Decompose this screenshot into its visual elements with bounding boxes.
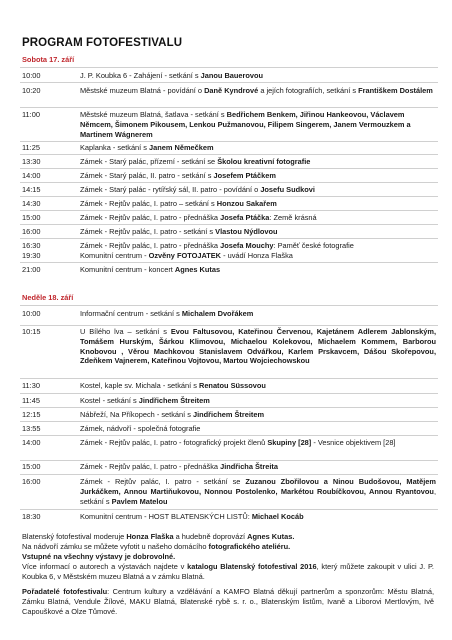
event-description: Kostel, kaple sv. Michala - setkání s Renatou Süssovou: [80, 381, 266, 390]
event-description: Zámek - Starý palác, II. patro - setkání s Josefem Ptáčkem: [80, 171, 276, 180]
event-time: 11:00: [22, 110, 40, 119]
event-description: U Bílého lva – setkání s Evou Faltusovou, Kateřinou Červenou, Kajetánem Adlerem Jablonským, Tomášem Hurským, Šárkou Klimovou, Michaelou Kolekovou, Michaelem Kommem, Barborou Knobovou , Věrou Machkovou Stanislavem Odvářkou, Karlem Prskavcem, Dášou Skořepovou, Zdeňkem Vajnerem, Kateřinou Vojtovou, Martou Wojciechowskou: [80, 327, 436, 366]
event-description: Městské muzeum Blatná - povídání o Daně Kyndrové a jejích fotografiích, setkání s Františkem Dostálem: [80, 86, 433, 95]
event-description: Zámek - Rejtův palác, I. patro - přednáška Josefa Ptáčka: Země krásná: [80, 213, 317, 222]
divider: [20, 182, 438, 183]
event-time: 11:30: [22, 381, 40, 390]
event-description: Zámek, nádvoří - společná fotografie: [80, 424, 201, 433]
divider: [20, 168, 438, 169]
divider: [20, 82, 438, 83]
event-time: 14:15: [22, 185, 41, 194]
event-time: 21:00: [22, 265, 41, 274]
divider: [20, 435, 438, 436]
event-time: 14:00: [22, 438, 41, 447]
event-time: 10:15: [22, 327, 41, 336]
event-description: Kostel - setkání s Jindřichem Štreitem: [80, 396, 210, 405]
event-time: 10:00: [22, 71, 41, 80]
divider: [20, 421, 438, 422]
page-title: PROGRAM FOTOFESTIVALU: [22, 37, 183, 49]
event-time: 14:30: [22, 199, 41, 208]
event-time: 18:30: [22, 512, 41, 521]
note-studio: Na nádvoří zámku se můžete vyfotit u našeho domácího fotografického ateliéru.: [22, 542, 291, 551]
event-time: 13:30: [22, 157, 41, 166]
divider: [20, 262, 438, 263]
divider: [20, 509, 438, 510]
divider: [20, 154, 438, 155]
event-description: Zámek - Rejtův palác, I. patro - fotografický projekt členů Skupiny [28] - Vesnice objektivem [28]: [80, 438, 396, 447]
divider: [20, 238, 438, 239]
event-description: Zámek - Rejtův palác, I. patro - přednáška Jindřicha Štreita: [80, 462, 278, 471]
event-time: 16:00: [22, 227, 41, 236]
event-description: J. P. Koubka 6 - Zahájení - setkání s Janou Bauerovou: [80, 71, 264, 80]
event-description: Nábřeží, Na Příkopech - setkání s Jindřichem Štreitem: [80, 410, 265, 419]
divider: [20, 393, 438, 394]
event-time: 12:15: [22, 410, 41, 419]
event-description: Zámek - Rejtův palác, I. patro - setkání s Vlastou Nýdlovou: [80, 227, 278, 236]
event-time: 16:30: [22, 241, 41, 250]
divider: [20, 224, 438, 225]
divider: [20, 210, 438, 211]
event-time: 10:20: [22, 86, 41, 95]
event-time: 19:30: [22, 251, 41, 260]
event-time: 16:00: [22, 477, 41, 486]
event-description: Zámek - Rejtův palác, I. patro – setkání s Honzou Sakařem: [80, 199, 277, 208]
divider: [20, 67, 438, 68]
note-catalogue: Více informací o autorech a výstavách najdete v katalogu Blatenský fotofestival 2016, který můžete zakoupit v ulici J. P. Koubka 6, v Městském muzeu Blatná a v zámku Blatná.: [22, 562, 434, 581]
divider: [20, 196, 438, 197]
event-description: Komunitní centrum - HOST BLATENSKÝCH LISTŮ: Michael Kocáb: [80, 512, 304, 521]
event-description: Zámek - Starý palác, přízemí - setkání se Školou kreativní fotografie: [80, 157, 311, 166]
event-time: 13:55: [22, 424, 41, 433]
divider: [20, 325, 438, 326]
organizer-note: Pořadatelé fotofestivalu: Centrum kultury a vzdělávání a KAMFO Blatná děkují partnerům a sponzorům: Městu Blatná, Zámku Blatná, Vendule Žílové, MAKU Blatná, Blatenské rybě s. r. o., Blatenským listům, Ivaně a Liborovi Mertlovým, Ivě Capouškové a Olze Tůmové.: [22, 587, 435, 616]
event-description: Kaplanka - setkání s Janem Němečkem: [80, 143, 214, 152]
event-time: 14:00: [22, 171, 41, 180]
day-heading-sunday: Neděle 18. září: [22, 293, 74, 302]
event-description: Zámek - Rejtův palác, I. patro - přednáška Josefa Mouchy: Paměť české fotografie: [80, 241, 354, 250]
event-description: Informační centrum - setkání s Michalem Dvořákem: [80, 309, 254, 318]
note-admission: Vstupné na všechny výstavy je dobrovolné.: [22, 552, 176, 561]
note-moderator: Blatenský fotofestival moderuje Honza Flaška a hudebně doprovází Agnes Kutas.: [22, 532, 295, 541]
event-description: Komunitní centrum - Ozvěny FOTOJATEK - uvádí Honza Flaška: [80, 251, 293, 260]
divider: [20, 460, 438, 461]
divider: [20, 141, 438, 142]
day-heading-saturday: Sobota 17. září: [22, 55, 75, 64]
divider: [20, 107, 438, 108]
event-time: 15:00: [22, 213, 41, 222]
event-time: 15:00: [22, 462, 41, 471]
event-description: Zámek - Starý palác - rytířský sál, II. patro - povídání o Josefu Sudkovi: [80, 185, 315, 194]
event-description: Městské muzeum Blatná, šatlava - setkání s Bedřichem Benkem, Jiřinou Hankeovou, Václavem Němcem, Šimonem Pikousem, Lenkou Pužmanovou, Filipem Singerem, Janem Vermouzkem a Martinem Wágnerem: [80, 110, 411, 139]
divider: [20, 474, 438, 475]
event-description: Komunitní centrum - koncert Agnes Kutas: [80, 265, 221, 274]
event-time: 10:00: [22, 309, 41, 318]
divider: [20, 305, 438, 306]
event-description: Zámek - Rejtův palác, I. patro - setkání se Zuzanou Zbořilovou a Ninou Budošovou, Matějem Jurkáčkem, Annou Martiňukovou, Nonnou Postolenko, Markétou Roubíčkovou, Annou Ryantovou, setkání s Pavlem Matelou: [80, 477, 436, 506]
divider: [20, 407, 438, 408]
divider: [20, 378, 438, 379]
event-time: 11:25: [22, 143, 40, 152]
event-time: 11:45: [22, 396, 40, 405]
